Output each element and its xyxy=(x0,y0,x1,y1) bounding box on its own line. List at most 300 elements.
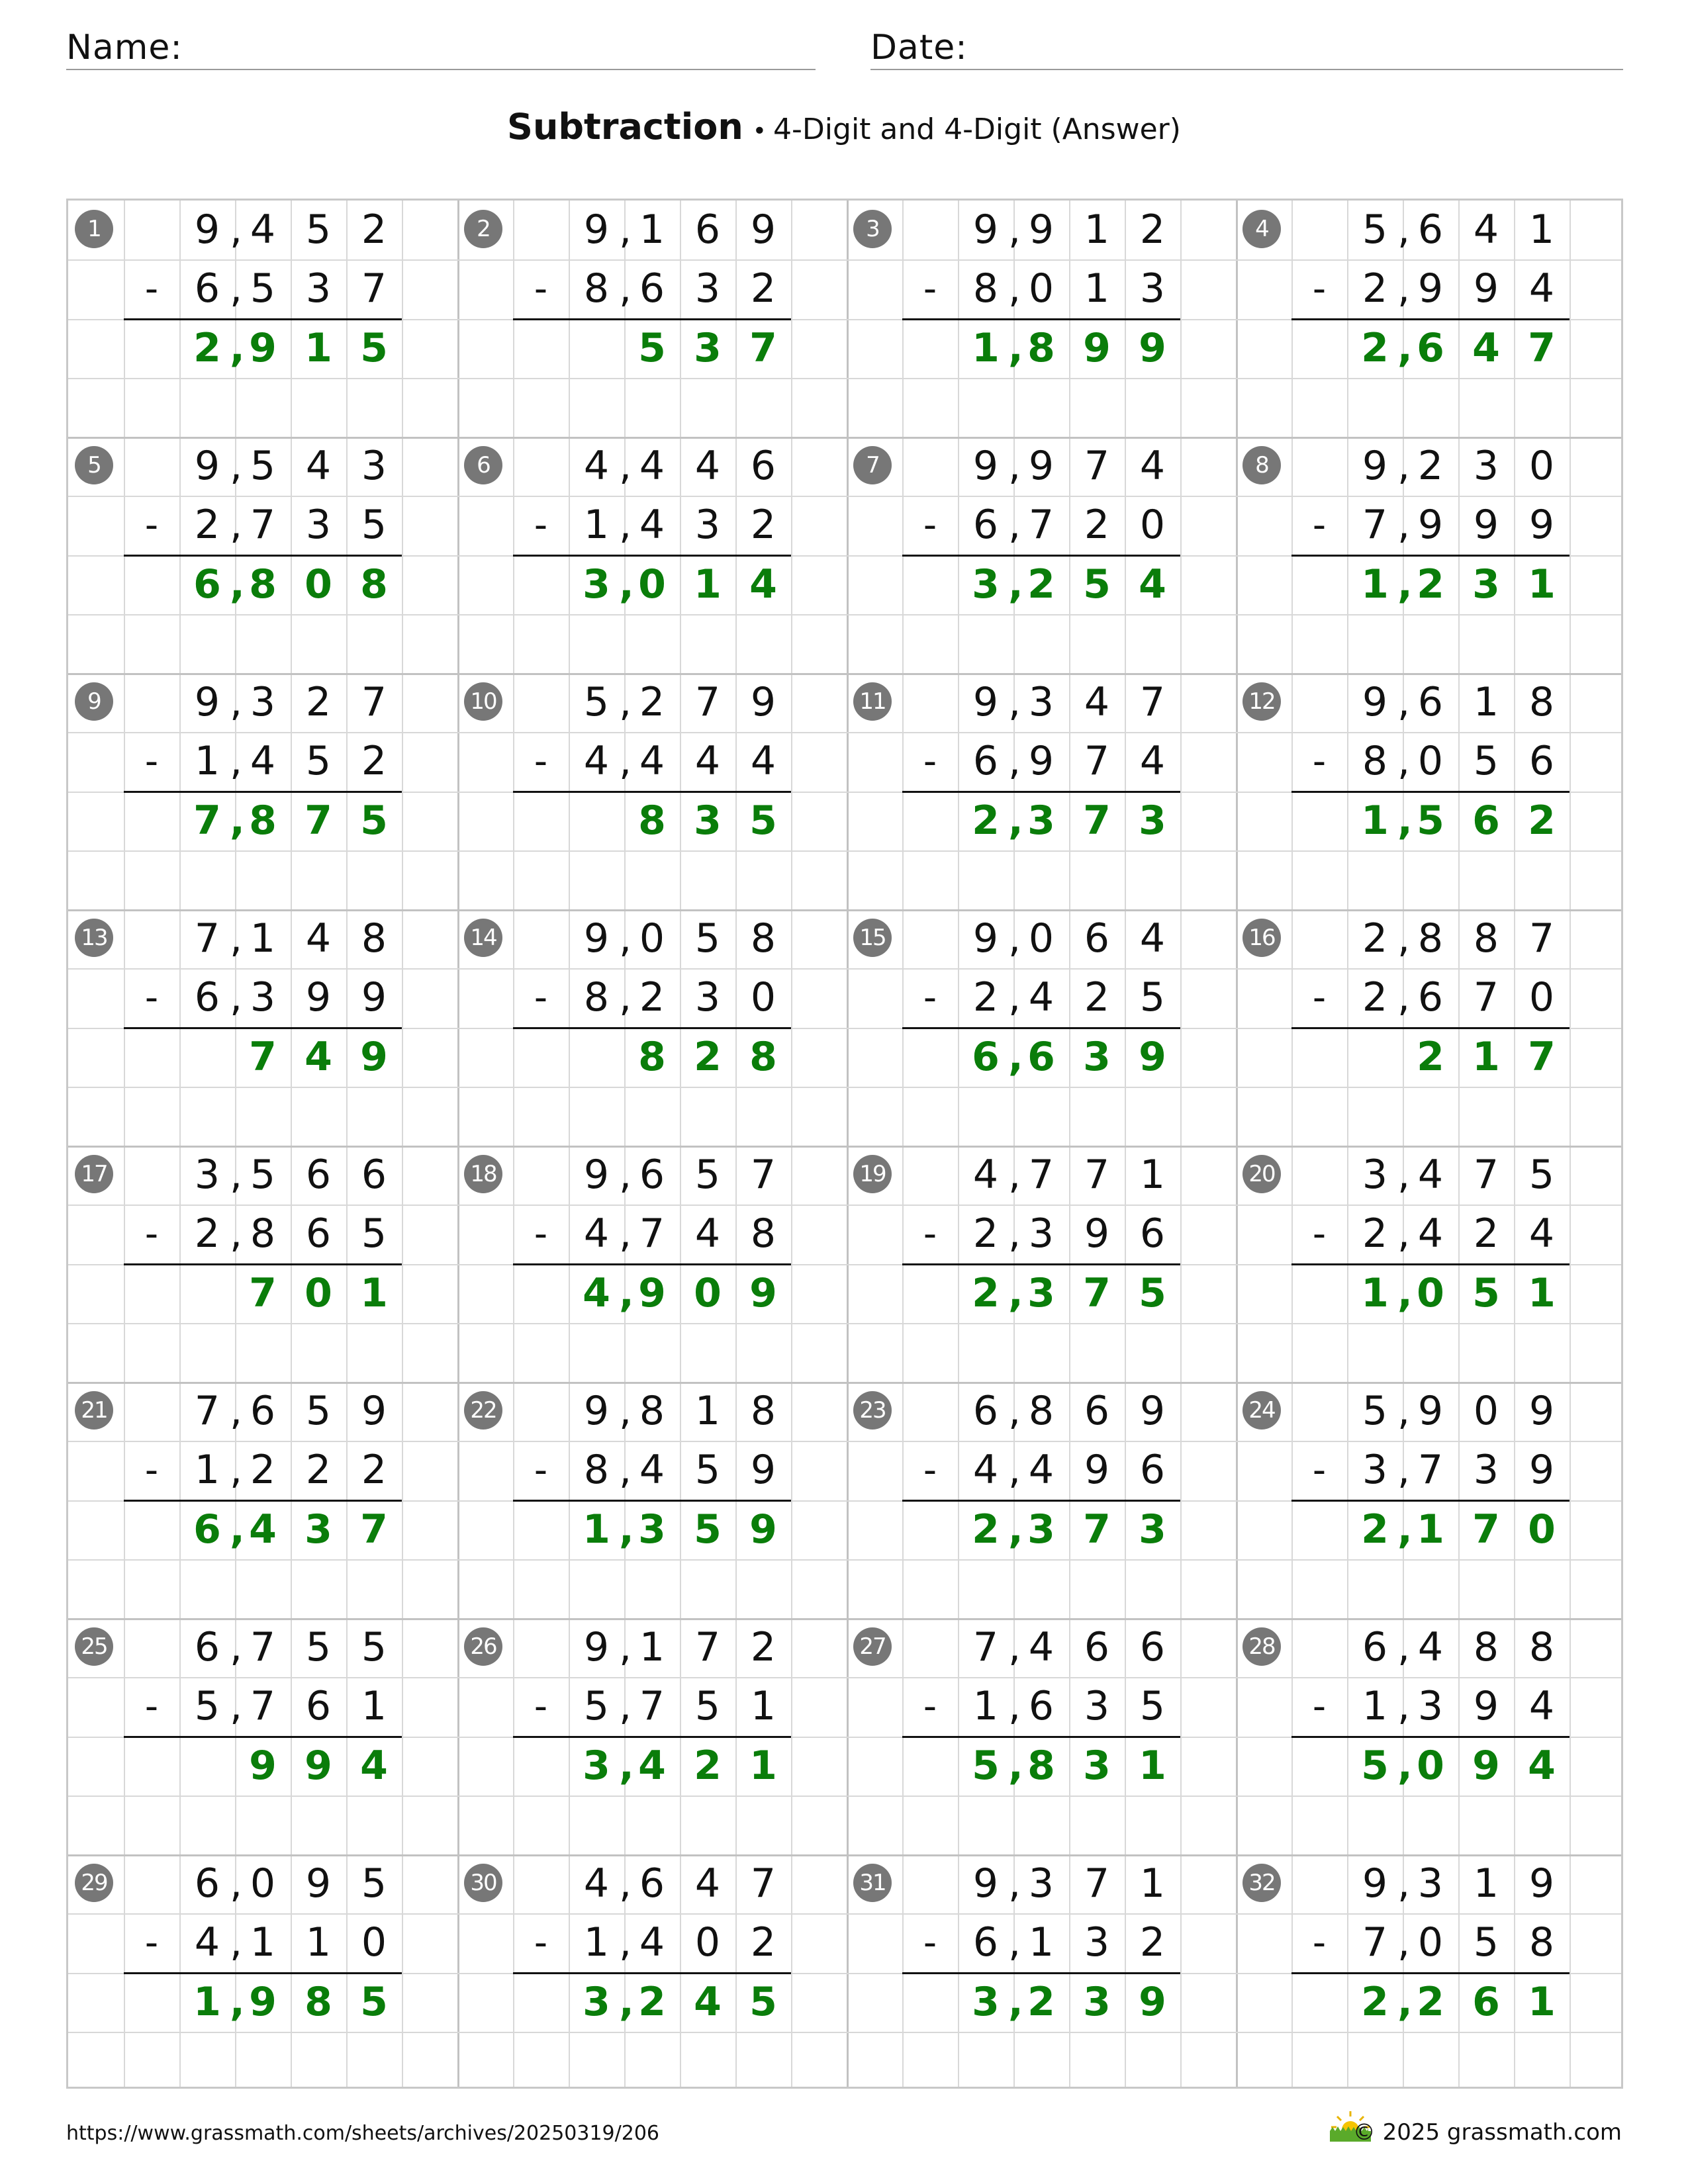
problem-25 xyxy=(68,1618,457,1854)
ans-digit: 1 xyxy=(193,1978,221,2025)
minus-sign: - xyxy=(1312,1449,1327,1492)
problem-number-badge: 1 xyxy=(75,210,113,248)
subtrahend-digit: 2 xyxy=(361,738,387,785)
minuend-digit: 5 xyxy=(1362,206,1388,253)
minus-sign: - xyxy=(923,976,937,1020)
thousands-separator: , xyxy=(1008,1742,1023,1789)
problem-number-badge: 15 xyxy=(853,919,892,957)
minus-sign: - xyxy=(1312,976,1327,1020)
minus-sign: - xyxy=(923,1921,937,1965)
subtrahend-digit: 6 xyxy=(1139,1447,1166,1494)
minuend-digit: 9 xyxy=(305,1860,332,1907)
thousands-separator: , xyxy=(1008,502,1021,549)
subtrahend-digit: 7 , xyxy=(624,1677,680,1736)
minuend-digit: 9 xyxy=(972,679,999,725)
thousands-separator: , xyxy=(1397,679,1411,725)
minuend-digit: 4 xyxy=(305,443,332,489)
minus-sign: - xyxy=(1312,1685,1327,1729)
subtrahend-digit: 6 xyxy=(972,1919,999,1966)
ans-digit: 3 xyxy=(1083,1033,1111,1080)
problem-number-badge: 3 xyxy=(853,210,892,248)
minuend-digit: 1 xyxy=(694,1388,721,1434)
ans-digit: 1 xyxy=(972,324,1000,371)
thousands-separator: , xyxy=(619,1860,632,1907)
thousands-separator: , xyxy=(619,1978,634,2025)
problem-3 xyxy=(847,201,1236,437)
problem-number-badge: 4 xyxy=(1243,210,1281,248)
problem-9 xyxy=(68,673,457,909)
subtrahend-digit: 2 xyxy=(1139,1919,1166,1966)
subtrahend-digit: 6 xyxy=(972,502,999,549)
minuend-digit: 9 xyxy=(1528,1860,1555,1907)
thousands-separator: , xyxy=(1008,1919,1021,1966)
thousands-separator: , xyxy=(619,1210,632,1257)
subtrahend-digit: 4 , xyxy=(624,1441,680,1500)
minuend-digit: 5 , xyxy=(235,437,291,496)
problem-number-badge: 21 xyxy=(75,1391,113,1430)
ans-digit: 9 xyxy=(305,1742,332,1789)
minuend-digit: 1 xyxy=(1528,206,1555,253)
ans-digit: 9 xyxy=(1472,1742,1500,1789)
minuend-digit: 7 xyxy=(194,915,220,962)
problem-5 xyxy=(68,437,457,673)
ans-digit: 3 xyxy=(694,324,722,371)
subtrahend-digit: 2 xyxy=(194,1210,220,1257)
subtrahend-digit: 8 xyxy=(1362,738,1388,785)
minuend-digit: 0 xyxy=(1473,1388,1499,1434)
subtrahend-digit: 5 xyxy=(305,738,332,785)
subtrahend-digit: 6 , xyxy=(624,259,680,318)
ans-digit: 5 xyxy=(360,797,388,844)
thousands-separator: , xyxy=(1008,1033,1023,1080)
subtrahend-digit: 1 xyxy=(305,1919,332,1966)
subtrahend-digit: 8 xyxy=(972,265,999,312)
minuend-digit: 8 xyxy=(750,915,776,962)
minuend-digit: 4 xyxy=(583,443,610,489)
problem-28 xyxy=(1236,1618,1625,1854)
ans-digit: 2 xyxy=(1361,1978,1389,2025)
minuend-digit: 0 xyxy=(1528,443,1555,489)
subtrahend-digit: 3 , xyxy=(1013,1205,1069,1263)
subtrahend-digit: 5 xyxy=(694,1683,721,1730)
minuend-digit: 9 , xyxy=(1013,437,1069,496)
ans-digit: 6 xyxy=(1472,797,1500,844)
minuend-digit: 1 , xyxy=(624,1618,680,1677)
ans-digit: 9 xyxy=(1083,324,1111,371)
thousands-separator: , xyxy=(1397,1860,1411,1907)
minuend-digit: 7 xyxy=(972,1624,999,1670)
minuend-digit: 3 , xyxy=(1013,1854,1069,1913)
subtrahend-digit: 7 , xyxy=(235,1677,291,1736)
subtrahend-digit: 0 , xyxy=(1403,732,1458,791)
thousands-separator: , xyxy=(230,1388,243,1434)
problem-16 xyxy=(1236,909,1625,1146)
thousands-separator: , xyxy=(619,1269,634,1316)
ans-digit: 7 xyxy=(249,1033,277,1080)
ans-digit: 0 xyxy=(1528,1506,1556,1553)
subtrahend-digit: 5 xyxy=(1139,1683,1166,1730)
thousands-separator: , xyxy=(1397,324,1413,371)
ans-digit: 5 xyxy=(360,1978,388,2025)
ans-digit: 1 xyxy=(1472,1033,1500,1080)
minuend-digit: 6 , xyxy=(624,1854,680,1913)
name-field[interactable] xyxy=(66,25,816,70)
thousands-separator: , xyxy=(1008,679,1021,725)
thousands-separator: , xyxy=(1397,1919,1411,1966)
minuend-digit: 7 , xyxy=(235,1618,291,1677)
ans-digit: 2 xyxy=(1361,1506,1389,1553)
ans-digit: 2 xyxy=(694,1742,722,1789)
ans-digit: 2 , xyxy=(1013,1973,1069,2032)
subtrahend-digit: 3 xyxy=(694,265,721,312)
subtrahend-digit: 7 xyxy=(1362,502,1388,549)
subtrahend-digit: 4 xyxy=(194,1919,220,1966)
thousands-separator: , xyxy=(1397,265,1411,312)
thousands-separator: , xyxy=(1008,738,1021,785)
subtrahend-digit: 4 , xyxy=(1403,1205,1458,1263)
thousands-separator: , xyxy=(619,1152,632,1198)
subtrahend-digit: 5 xyxy=(583,1683,610,1730)
problem-number-badge: 28 xyxy=(1243,1627,1281,1666)
ans-digit: 4 , xyxy=(235,1500,291,1559)
minuend-digit: 6 xyxy=(194,1860,220,1907)
problem-17 xyxy=(68,1146,457,1382)
ans-digit: 6 xyxy=(193,561,221,608)
ans-digit: 8 xyxy=(305,1978,332,2025)
thousands-separator: , xyxy=(230,561,245,608)
subtrahend-digit: 3 xyxy=(1139,265,1166,312)
ans-digit: 9 xyxy=(1139,1978,1166,2025)
subtrahend-digit: 4 xyxy=(694,1210,721,1257)
minus-sign: - xyxy=(1312,1921,1327,1965)
ans-digit: 4 , xyxy=(624,1737,680,1796)
ans-digit: 3 xyxy=(1083,1978,1111,2025)
minus-sign: - xyxy=(923,267,937,311)
thousands-separator: , xyxy=(619,1447,632,1494)
subtrahend-digit: 7 xyxy=(1473,974,1499,1021)
minuend-digit: 4 xyxy=(694,1860,721,1907)
subtrahend-digit: 2 xyxy=(750,265,776,312)
subtrahend-digit: 6 xyxy=(1139,1210,1166,1257)
minuend-digit: 6 , xyxy=(624,1146,680,1205)
thousands-separator: , xyxy=(1397,502,1411,549)
minus-sign: - xyxy=(534,267,548,311)
problem-24 xyxy=(1236,1382,1625,1618)
ans-digit: 5 xyxy=(1361,1742,1389,1789)
minuend-digit: 9 xyxy=(361,1388,387,1434)
ans-digit: 3 xyxy=(583,561,610,608)
minus-sign: - xyxy=(534,740,548,784)
minuend-digit: 6 xyxy=(972,1388,999,1434)
thousands-separator: , xyxy=(230,679,243,725)
ans-digit: 1 xyxy=(305,324,332,371)
thousands-separator: , xyxy=(1008,265,1021,312)
minuend-digit: 7 xyxy=(1084,1860,1110,1907)
problem-number-badge: 18 xyxy=(464,1155,502,1193)
ans-digit: 1 xyxy=(360,1269,388,1316)
subtrahend-digit: 2 xyxy=(194,502,220,549)
subtrahend-digit: 3 xyxy=(1084,1919,1110,1966)
worksheet-title xyxy=(0,106,1688,148)
minus-sign: - xyxy=(923,1449,937,1492)
problem-number-badge: 26 xyxy=(464,1627,502,1666)
thousands-separator: , xyxy=(619,1683,632,1730)
subtrahend-digit: 7 xyxy=(1084,738,1110,785)
thousands-separator: , xyxy=(619,1506,634,1553)
problem-number-badge: 12 xyxy=(1243,682,1281,721)
minuend-digit: 9 xyxy=(194,443,220,489)
thousands-separator: , xyxy=(230,502,243,549)
problem-number-badge: 16 xyxy=(1243,919,1281,957)
minuend-digit: 6 xyxy=(1362,1624,1388,1670)
minus-sign: - xyxy=(923,504,937,547)
thousands-separator: , xyxy=(230,1506,245,1553)
thousands-separator: , xyxy=(619,1388,632,1434)
problem-number-badge: 19 xyxy=(853,1155,892,1193)
ans-digit: 1 xyxy=(1361,797,1389,844)
problem-23 xyxy=(847,1382,1236,1618)
minuend-digit: 0 , xyxy=(235,1854,291,1913)
ans-digit: 2 xyxy=(193,324,221,371)
minuend-digit: 6 xyxy=(1084,915,1110,962)
thousands-separator: , xyxy=(1397,1388,1411,1434)
ans-digit: 8 , xyxy=(1013,319,1069,378)
subtrahend-digit: 9 xyxy=(1528,502,1555,549)
ans-digit: 0 , xyxy=(1403,1264,1458,1323)
ans-digit: 6 , xyxy=(1403,319,1458,378)
ans-digit: 1 xyxy=(583,1506,610,1553)
ans-digit: 5 xyxy=(749,797,777,844)
subtrahend-digit: 7 , xyxy=(624,1205,680,1263)
minuend-digit: 3 , xyxy=(1403,1854,1458,1913)
thousands-separator: , xyxy=(619,206,632,253)
ans-digit: 7 xyxy=(1083,1269,1111,1316)
problem-number-badge: 20 xyxy=(1243,1155,1281,1193)
problem-31 xyxy=(847,1854,1236,2091)
minuend-digit: 8 xyxy=(1473,915,1499,962)
subtrahend-digit: 0 xyxy=(694,1919,721,1966)
minuend-digit: 2 xyxy=(305,679,332,725)
subtrahend-digit: 4 xyxy=(583,1210,610,1257)
minuend-digit: 7 xyxy=(1139,679,1166,725)
minuend-digit: 1 , xyxy=(235,909,291,968)
date-label: Date: xyxy=(870,28,968,68)
minuend-digit: 1 , xyxy=(624,201,680,259)
minuend-digit: 4 xyxy=(1139,915,1166,962)
subtrahend-digit: 9 xyxy=(361,974,387,1021)
minuend-digit: 7 xyxy=(194,1388,220,1434)
ans-digit: 3 xyxy=(972,1978,1000,2025)
minuend-digit: 9 xyxy=(1139,1388,1166,1434)
minuend-digit: 7 xyxy=(750,1860,776,1907)
problem-number-badge: 22 xyxy=(464,1391,502,1430)
subtrahend-digit: 0 xyxy=(750,974,776,1021)
subtrahend-digit: 7 xyxy=(361,265,387,312)
minus-sign: - xyxy=(923,1685,937,1729)
subtrahend-digit: 4 xyxy=(972,1447,999,1494)
ans-digit: 3 xyxy=(972,561,1000,608)
ans-digit: 9 xyxy=(1139,1033,1166,1080)
thousands-separator: , xyxy=(1397,1152,1411,1198)
subtrahend-digit: 1 xyxy=(750,1683,776,1730)
ans-digit: 9 xyxy=(249,1742,277,1789)
subtrahend-digit: 1 xyxy=(361,1683,387,1730)
thousands-separator: , xyxy=(619,915,632,962)
problem-number-badge: 9 xyxy=(75,682,113,721)
subtrahend-digit: 9 xyxy=(305,974,332,1021)
thousands-separator: , xyxy=(230,738,243,785)
thousands-separator: , xyxy=(1397,206,1411,253)
ans-digit: 5 xyxy=(1139,1269,1166,1316)
problem-number-badge: 27 xyxy=(853,1627,892,1666)
thousands-separator: , xyxy=(1008,324,1023,371)
ans-digit: 5 xyxy=(1083,561,1111,608)
minuend-digit: 4 xyxy=(1084,679,1110,725)
ans-digit: 4 xyxy=(1139,561,1166,608)
minuend-digit: 4 , xyxy=(235,201,291,259)
minuend-digit: 4 , xyxy=(1403,1618,1458,1677)
ans-digit: 1 xyxy=(1139,1742,1166,1789)
problem-1 xyxy=(68,201,457,437)
minuend-digit: 5 xyxy=(361,1860,387,1907)
ans-digit: 8 xyxy=(638,797,666,844)
subtrahend-digit: 0 , xyxy=(1013,259,1069,318)
problem-number-badge: 32 xyxy=(1243,1864,1281,1902)
minuend-digit: 9 xyxy=(194,206,220,253)
subtrahend-digit: 2 xyxy=(1084,974,1110,1021)
minuend-digit: 3 xyxy=(361,443,387,489)
thousands-separator: , xyxy=(1008,974,1021,1021)
ans-digit: 0 xyxy=(305,1269,332,1316)
problem-number-badge: 24 xyxy=(1243,1391,1281,1430)
minuend-digit: 2 xyxy=(1362,915,1388,962)
thousands-separator: , xyxy=(619,738,632,785)
ans-digit: 3 xyxy=(1083,1742,1111,1789)
date-field[interactable] xyxy=(870,25,1623,70)
ans-digit: 7 xyxy=(193,797,221,844)
subtrahend-digit: 2 xyxy=(750,1919,776,1966)
subtrahend-digit: 4 xyxy=(1528,1210,1555,1257)
subtrahend-digit: 9 , xyxy=(1403,259,1458,318)
ans-digit: 4 xyxy=(305,1033,332,1080)
minuend-digit: 0 , xyxy=(1013,909,1069,968)
thousands-separator: , xyxy=(1008,561,1023,608)
subtrahend-digit: 2 , xyxy=(624,968,680,1027)
title-subtitle: 4-Digit and 4-Digit (Answer) xyxy=(773,113,1181,146)
thousands-separator: , xyxy=(230,1624,243,1670)
thousands-separator: , xyxy=(1397,1978,1413,2025)
thousands-separator: , xyxy=(230,1683,243,1730)
subtrahend-digit: 8 xyxy=(750,1210,776,1257)
problem-6 xyxy=(457,437,847,673)
thousands-separator: , xyxy=(1008,1388,1021,1434)
minuend-digit: 6 xyxy=(194,1624,220,1670)
subtrahend-digit: 3 xyxy=(305,265,332,312)
ans-digit: 8 xyxy=(749,1033,777,1080)
subtrahend-digit: 3 xyxy=(305,502,332,549)
minuend-digit: 9 xyxy=(1528,1388,1555,1434)
subtrahend-digit: 2 xyxy=(1084,502,1110,549)
subtrahend-digit: 8 xyxy=(583,265,610,312)
minuend-digit: 9 xyxy=(1362,443,1388,489)
minuend-digit: 5 xyxy=(1528,1152,1555,1198)
ans-digit: 9 , xyxy=(624,1264,680,1323)
ans-digit: 3 xyxy=(1139,797,1166,844)
subtrahend-digit: 6 xyxy=(972,738,999,785)
ans-digit: 0 , xyxy=(1403,1737,1458,1796)
subtrahend-digit: 1 , xyxy=(1013,1913,1069,1972)
ans-digit: 9 , xyxy=(235,319,291,378)
subtrahend-digit: 6 , xyxy=(1403,968,1458,1027)
subtrahend-digit: 4 xyxy=(583,738,610,785)
ans-digit: 6 xyxy=(193,1506,221,1553)
minuend-digit: 7 xyxy=(1473,1152,1499,1198)
problem-8 xyxy=(1236,437,1625,673)
minus-sign: - xyxy=(1312,740,1327,784)
thousands-separator: , xyxy=(619,502,632,549)
minuend-digit: 6 , xyxy=(1403,673,1458,732)
subtrahend-digit: 4 xyxy=(1139,738,1166,785)
ans-digit: 3 xyxy=(1139,1506,1166,1553)
problem-22 xyxy=(457,1382,847,1618)
thousands-separator: , xyxy=(1008,797,1023,844)
ans-digit: 5 xyxy=(694,1506,722,1553)
thousands-separator: , xyxy=(230,1860,243,1907)
subtrahend-digit: 2 xyxy=(972,974,999,1021)
minuend-digit: 9 xyxy=(583,206,610,253)
ans-digit: 2 xyxy=(1361,324,1389,371)
ans-digit: 3 , xyxy=(1013,1500,1069,1559)
ans-digit: 3 , xyxy=(1013,792,1069,850)
minuend-digit: 7 xyxy=(694,679,721,725)
subtrahend-digit: 7 , xyxy=(1403,1441,1458,1500)
minuend-digit: 5 xyxy=(694,915,721,962)
subtrahend-digit: 9 , xyxy=(1403,496,1458,555)
subtrahend-digit: 4 , xyxy=(624,1913,680,1972)
minuend-digit: 9 , xyxy=(1013,201,1069,259)
ans-digit: 2 , xyxy=(624,1973,680,2032)
minuend-digit: 4 xyxy=(1473,206,1499,253)
minuend-digit: 4 , xyxy=(1013,1618,1069,1677)
subtrahend-digit: 2 xyxy=(1362,1210,1388,1257)
ans-digit: 2 xyxy=(1417,1033,1444,1080)
ans-digit: 4 xyxy=(749,561,777,608)
subtrahend-digit: 4 , xyxy=(624,496,680,555)
problem-number-badge: 13 xyxy=(75,919,113,957)
thousands-separator: , xyxy=(1397,1447,1411,1494)
ans-digit: 1 xyxy=(749,1742,777,1789)
subtrahend-digit: 1 xyxy=(194,1447,220,1494)
minuend-digit: 5 xyxy=(305,206,332,253)
problem-27 xyxy=(847,1618,1236,1854)
subtrahend-digit: 2 , xyxy=(235,1441,291,1500)
subtrahend-digit: 1 xyxy=(583,1919,610,1966)
ans-digit: 0 , xyxy=(624,555,680,614)
subtrahend-digit: 1 xyxy=(583,502,610,549)
ans-digit: 2 , xyxy=(1403,555,1458,614)
minuend-digit: 9 xyxy=(972,443,999,489)
problem-32 xyxy=(1236,1854,1625,2091)
subtrahend-digit: 9 xyxy=(750,1447,776,1494)
problem-number-badge: 5 xyxy=(75,446,113,484)
minus-sign: - xyxy=(144,504,159,547)
minuend-digit: 2 xyxy=(750,1624,776,1670)
thousands-separator: , xyxy=(619,679,632,725)
minuend-digit: 8 xyxy=(1473,1624,1499,1670)
ans-digit: 9 xyxy=(360,1033,388,1080)
problem-21 xyxy=(68,1382,457,1618)
minuend-digit: 6 xyxy=(305,1152,332,1198)
